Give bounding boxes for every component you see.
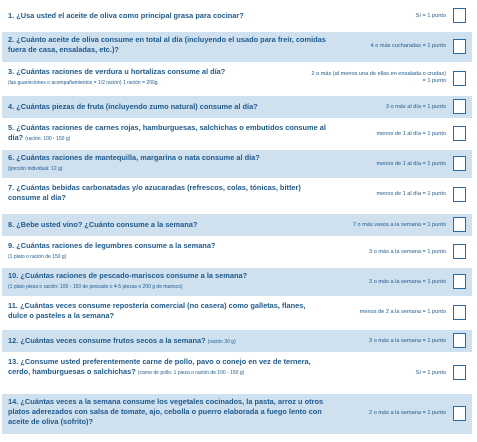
question-row-10	[2, 268, 472, 296]
scoring-criterion: menos de 2 a la semana = 1 punto	[359, 309, 446, 315]
question-text: 4. ¿Cuántas piezas de fruta (incluyendo zumo natural) consume al día?	[8, 102, 258, 111]
scoring-criterion: 2 o más (al menos una de ellas en ensalada o crudas) = 1 punto	[311, 71, 446, 84]
answer-checkbox[interactable]	[453, 99, 466, 114]
scoring-criterion: 3 o más a la semana = 1 punto	[369, 338, 446, 344]
answer-checkbox[interactable]	[453, 187, 466, 202]
scoring-criterion: Sí = 1 punto	[415, 370, 446, 376]
question-row-3	[2, 64, 472, 94]
question-text: 12. ¿Cuántas veces consume frutos secos a la semana? (ración 30 g)	[8, 336, 236, 345]
question-row-4	[2, 96, 472, 118]
answer-checkbox[interactable]	[453, 156, 466, 171]
question-row-1	[2, 2, 472, 30]
scoring-criterion: 2 o más a la semana = 1 punto	[369, 410, 446, 416]
scoring-criterion: menos de 1 al día = 1 punto	[376, 131, 446, 137]
question-text: 10. ¿Cuántas raciones de pescado-mariscos consume a la semana? (1 plato pieza o ración: 100 - 150 de pescado o 4-5 piezas o 200 g de marisco)	[8, 271, 248, 290]
question-row-5	[2, 120, 472, 148]
answer-checkbox[interactable]	[453, 406, 466, 421]
question-row-9	[2, 238, 472, 266]
question-row-7	[2, 180, 472, 210]
scoring-criterion: 3 o más a la semana = 1 punto	[369, 249, 446, 255]
question-row-14	[2, 394, 472, 434]
question-row-8	[2, 214, 472, 236]
answer-checkbox[interactable]	[453, 217, 466, 232]
question-row-13	[2, 354, 472, 392]
question-text: 6. ¿Cuántas raciones de mantequilla, margarina o nata consume al día? (porción individual: 12 g)	[8, 153, 260, 172]
answer-checkbox[interactable]	[453, 274, 466, 289]
answer-checkbox[interactable]	[453, 71, 466, 86]
question-text: 2. ¿Cuánto aceite de oliva consume en total al día (incluyendo el usado para freír, comidas fuera de casa, ensaladas, etc.)?	[8, 35, 326, 54]
scoring-criterion: 4 o más cucharadas = 1 punto	[370, 43, 446, 49]
answer-checkbox[interactable]	[453, 126, 466, 141]
question-text: 11. ¿Cuántas veces consume repostería comercial (no casera) como galletas, flanes, dulce o pasteles a la semana?	[8, 301, 306, 320]
question-text: 7. ¿Cuántas bebidas carbonatadas y/o azucaradas (refrescos, colas, tónicas, bitter) consume al día?	[8, 183, 301, 202]
answer-checkbox[interactable]	[453, 333, 466, 348]
question-text: 9. ¿Cuántas raciones de legumbres consume a la semana? (1 plato o ración de 150 g)	[8, 241, 216, 260]
question-row-2	[2, 32, 472, 62]
answer-checkbox[interactable]	[453, 8, 466, 23]
question-row-11	[2, 298, 472, 328]
scoring-criterion: Sí = 1 punto	[415, 13, 446, 19]
scoring-criterion: 3 o más al día = 1 punto	[385, 104, 446, 110]
question-text: 13. ¿Consume usted preferentemente carne de pollo, pavo o conejo en vez de ternera, cerdo, hamburguesas o salchichas? (carne de pollo: 1 pieza o ración de 100 - 150 g)	[8, 357, 311, 376]
question-text: 8. ¿Bebe usted vino? ¿Cuánto consume a la semana?	[8, 220, 198, 229]
question-text: 1. ¿Usa usted el aceite de oliva como principal grasa para cocinar?	[8, 11, 244, 20]
question-row-6	[2, 150, 472, 178]
question-text: 14. ¿Cuántas veces a la semana consume los vegetales cocinados, la pasta, arroz u otros platos aderezados con salsa de tomate, ajo, cebolla o puerro elaborada a fuego lento con aceite de oliva (sofrito)?	[8, 397, 324, 426]
question-text: 3. ¿Cuántas raciones de verdura u hortalizas consume al día? (las guarniciones o acompañamientos = 1/2 ración) 1 ración = 200g.	[8, 67, 226, 86]
scoring-criterion: 7 o más vasos a la semana = 1 punto	[352, 222, 446, 228]
scoring-criterion: menos de 1 al día = 1 punto	[376, 161, 446, 167]
answer-checkbox[interactable]	[453, 305, 466, 320]
question-row-12	[2, 330, 472, 352]
answer-checkbox[interactable]	[453, 39, 466, 54]
answer-checkbox[interactable]	[453, 365, 466, 380]
question-text: 5. ¿Cuántas raciones de carnes rojas, hamburguesas, salchichas o embutidos consume al día? (ración: 100 - 150 g)	[8, 123, 326, 142]
answer-checkbox[interactable]	[453, 244, 466, 259]
scoring-criterion: 3 o más a la semana = 1 punto	[369, 279, 446, 285]
scoring-criterion: menos de 1 al día = 1 punto	[376, 191, 446, 197]
